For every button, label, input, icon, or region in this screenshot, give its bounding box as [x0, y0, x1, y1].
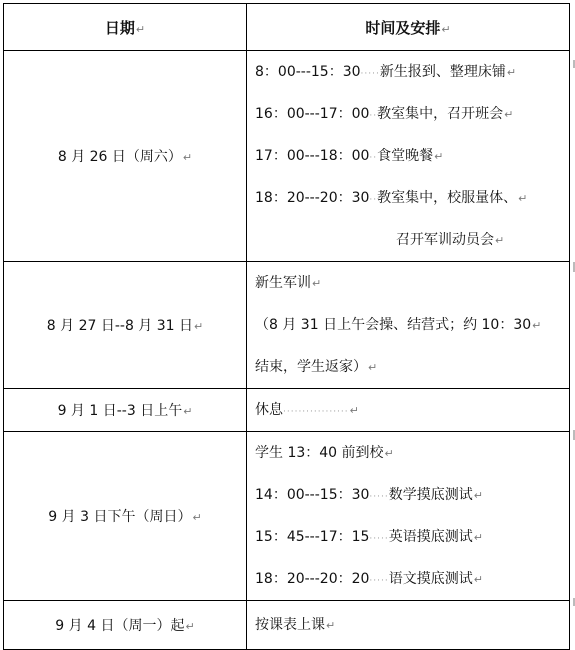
schedule-time: 新生军训 — [255, 275, 311, 291]
paragraph-mark: ↵ — [384, 447, 394, 460]
paragraph-mark: ↵ — [473, 531, 483, 544]
table-row — [4, 432, 570, 601]
schedule-task: 教室集中，召开班会 — [377, 106, 504, 122]
paragraph-mark: ↵ — [312, 277, 322, 290]
row-date: 9 月 3 日下午（周日）↵ — [4, 432, 247, 601]
row-date: 8 月 26 日（周六）↵ — [4, 51, 247, 262]
paragraph-mark: ↵ — [326, 619, 336, 632]
schedule-line — [255, 389, 569, 431]
table-row — [4, 51, 570, 262]
schedule-line — [255, 516, 569, 558]
row-schedule — [247, 432, 570, 601]
schedule-time: 休息 — [255, 402, 283, 418]
schedule-time: 学生 13：40 前到校 — [255, 445, 384, 461]
schedule-line — [255, 93, 569, 135]
table-row — [4, 601, 570, 650]
schedule-time: 结束，学生返家） — [255, 359, 367, 375]
row-schedule — [247, 262, 570, 389]
schedule-line — [255, 604, 569, 646]
table-header-row — [4, 4, 570, 51]
schedule-task: 食堂晚餐 — [377, 148, 434, 164]
row-schedule — [247, 51, 570, 262]
row-date: 9 月 1 日--3 日上午↵ — [4, 389, 247, 432]
leader-dots: ····· — [360, 69, 380, 79]
schedule-time: 17：00---18：00 — [255, 148, 370, 164]
row-date: 9 月 4 日（周一）起↵ — [4, 601, 247, 650]
leader-dots: ····· — [369, 576, 389, 586]
schedule-line — [255, 262, 569, 304]
paragraph-mark: ↵ — [504, 108, 514, 121]
header-time: 时间及安排↵ — [247, 4, 570, 51]
schedule-time: （8 月 31 日上午会操、结营式；约 10：30 — [255, 317, 532, 333]
schedule-time: 16：00---17：00 — [255, 106, 370, 122]
schedule-line — [255, 346, 569, 388]
schedule-line — [255, 135, 569, 177]
row-schedule — [247, 601, 570, 650]
paragraph-mark: ↵ — [368, 361, 378, 374]
table-row — [4, 262, 570, 389]
schedule-task: 数学摸底测试 — [388, 487, 473, 503]
schedule-line — [255, 177, 569, 219]
table-row — [4, 389, 570, 432]
schedule-time: 15：45---17：15 — [255, 529, 370, 545]
schedule-line — [255, 558, 569, 600]
leader-dots: ····· — [369, 492, 389, 502]
paragraph-mark: ↵ — [473, 489, 483, 502]
leader-dots: ····· — [369, 534, 389, 544]
schedule-task: 召开军训动员会 — [396, 232, 494, 248]
leader-dots: ·· — [369, 153, 378, 163]
paragraph-mark: ↵ — [506, 66, 517, 79]
leader-dots: ················· — [283, 407, 349, 417]
paragraph-mark: ↵ — [473, 573, 483, 586]
schedule-table — [3, 3, 570, 650]
schedule-task: 新生报到、整理床铺 — [379, 64, 506, 80]
paragraph-mark: ↵ — [349, 404, 359, 417]
schedule-time: 8：00---15：30 — [255, 64, 361, 80]
schedule-line — [255, 304, 569, 346]
leader-dots: ·· — [369, 111, 378, 121]
paragraph-mark: ↵ — [518, 192, 528, 205]
leader-dots: ·· — [369, 195, 378, 205]
schedule-task: 英语摸底测试 — [388, 529, 473, 545]
header-date: 日期↵ — [4, 4, 247, 51]
schedule-task: 教室集中，校服量体、 — [377, 190, 518, 206]
schedule-time: 18：20---20：30 — [255, 190, 370, 206]
schedule-line — [255, 219, 569, 261]
schedule-task: 语文摸底测试 — [388, 571, 473, 587]
schedule-time: 14：00---15：30 — [255, 487, 370, 503]
schedule-line — [255, 432, 569, 474]
schedule-line — [255, 51, 569, 93]
row-schedule — [247, 389, 570, 432]
paragraph-mark: ↵ — [495, 234, 505, 247]
paragraph-mark: ↵ — [532, 319, 542, 332]
schedule-time: 按课表上课 — [255, 617, 325, 633]
schedule-time: 18：20---20：20 — [255, 571, 370, 587]
row-date: 8 月 27 日--8 月 31 日↵ — [4, 262, 247, 389]
paragraph-mark: ↵ — [434, 150, 444, 163]
schedule-line — [255, 474, 569, 516]
